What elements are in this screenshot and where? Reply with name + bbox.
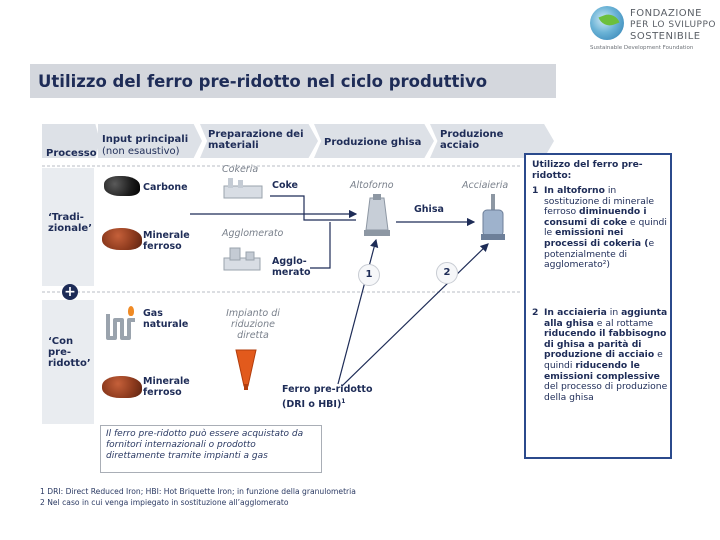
stage-ferro-sigla: (DRI o HBI)$^1$	[282, 398, 346, 411]
header-processo: Processo	[46, 148, 97, 159]
stage-cokeria: Cokeria	[222, 164, 259, 175]
logo-line-1: FONDAZIONE	[630, 8, 702, 19]
stage-coke: Coke	[272, 180, 299, 191]
header-preparazione: Preparazione dei materiali	[208, 129, 304, 151]
side-panel-point-1: In altoforno in sostituzione di minerale ferroso diminuendo i consumi di coke e quindi le emissioni nei processi di cokeria (e potenzialmente di agglomerato²)	[544, 185, 667, 271]
stage-altoforno: Altoforno	[350, 180, 394, 191]
stage-agglomerato: Agglomerato	[222, 228, 284, 239]
process-tradizionale: ‘Tradi- zionale’	[48, 212, 92, 234]
header-ghisa: Produzione ghisa	[324, 137, 422, 148]
side-panel-num-2: 2	[532, 307, 539, 318]
process-preridotto: ‘Con pre- ridotto’	[48, 336, 91, 369]
side-panel-title: Utilizzo del ferro pre-ridotto:	[532, 159, 643, 181]
marker-1: 1	[358, 264, 380, 286]
logo-line-3: SOSTENIBILE	[630, 31, 701, 42]
marker-2: 2	[436, 262, 458, 284]
page-title: Utilizzo del ferro pre-ridotto nel ciclo produttivo	[38, 72, 488, 91]
stage-impianto: Impianto di riduzione diretta	[226, 308, 280, 341]
stage-ferro-preridotto: Ferro pre-ridotto	[282, 384, 373, 395]
input-minerale-1: Minerale ferroso	[143, 230, 190, 252]
logo-subtitle: Sustainable Development Foundation	[590, 45, 694, 51]
stage-ghisa: Ghisa	[414, 204, 444, 215]
side-panel-num-1: 1	[532, 185, 539, 196]
header-acciaio: Produzione acciaio	[440, 129, 504, 151]
plus-icon: +	[62, 284, 78, 300]
footnote-1: 1 DRI: Direct Reduced Iron; HBI: Hot Briquette Iron; in funzione della granulometria	[40, 487, 356, 496]
side-panel-point-2: In acciaieria in aggiunta alla ghisa e al rottame riducendo il fabbisogno di ghisa a parità di produzione di acciaio e quindi riducendo le emissioni complessive del processo di produzione della ghisa	[544, 307, 668, 403]
header-input: Input principali	[102, 134, 189, 145]
logo-line-2: PER LO SVILUPPO	[630, 20, 716, 30]
header-input-note: (non esaustivo)	[102, 146, 180, 157]
stage-agglo-product: Agglo- merato	[272, 256, 311, 278]
stage-acciaieria: Acciaieria	[462, 180, 509, 191]
note-text: Il ferro pre-ridotto può essere acquistato da fornitori internazionali o prodotto direttamente tramite impianti a gas	[106, 429, 304, 461]
input-gas: Gas naturale	[143, 308, 189, 330]
input-carbone: Carbone	[143, 182, 188, 193]
input-minerale-2: Minerale ferroso	[143, 376, 190, 398]
footnote-2: 2 Nel caso in cui venga impiegato in sostituzione all’agglomerato	[40, 498, 289, 507]
